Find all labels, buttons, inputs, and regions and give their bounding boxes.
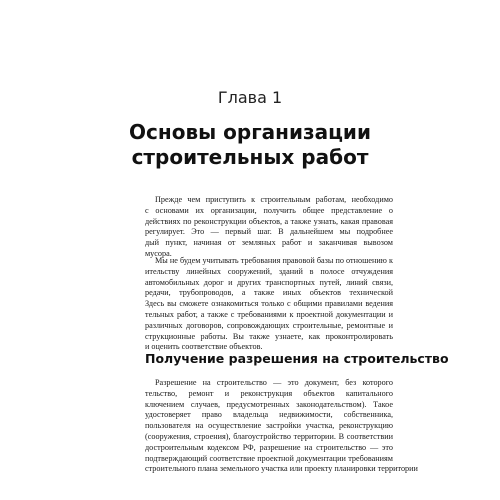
text-line: Разрешение на строительство — это документ, без которого <box>155 378 393 387</box>
text-line: удостоверяет право владельца недвижимости, собственника, <box>145 410 393 420</box>
text-line: (сооружения, строения), благоустройство территории. В соответствии <box>145 431 393 441</box>
text-line: Здесь вы сможете ознакомиться только с общими правилами ведения <box>145 299 393 309</box>
text-line: подтверждающий соответствие проектной документации требованиям <box>145 453 393 463</box>
section-heading: Получение разрешения на строительство <box>145 351 449 366</box>
text-line: тельство, ремонт и реконструкция объектов капитального <box>145 388 393 398</box>
text-line: мусора. <box>145 248 172 258</box>
scope-paragraph <box>145 256 393 353</box>
chapter-label: Глава 1 <box>217 88 283 107</box>
chapter-title-line: Основы организации <box>129 120 371 144</box>
intro-paragraph <box>145 195 393 260</box>
text-line: достроительным кодексом РФ, разрешение на строительство — это <box>145 442 393 452</box>
chapter-title <box>0 120 500 170</box>
text-line: регулирует. Это — первый шаг. В дальнейшем мы подробнее <box>145 227 393 237</box>
text-line: ительству линейных сооружений, зданий в полосе отчуждения <box>145 266 393 276</box>
text-line: струкционные работы. Вы также узнаете, как проконтролировать <box>145 331 393 341</box>
text-line: ключением случаев, предусмотренных законодательством). Такое <box>145 399 393 409</box>
text-line: различных договоров, сопровождающих строительные, ремонтные и <box>145 320 393 330</box>
text-line: Мы не будем учитывать требования правовой базы по отношению к <box>155 256 393 265</box>
text-line: дый пункт, начиная от земляных работ и заканчивая вывозом <box>145 238 393 248</box>
text-line: пользователя на осуществление застройки участка, реконструкцию <box>145 421 393 431</box>
text-line: редачи, трубопроводов, а также иных объектов технической <box>145 288 393 298</box>
text-line: автомобильных дорог и других транспортных путей, линий связи, <box>145 277 393 287</box>
text-line: и оценить соответствие объектов. <box>145 342 263 352</box>
text-line: действиях по реконструкции объектов, а также узнать, какая правовая <box>145 216 393 226</box>
text-line: строительного плана земельного участка или проекту планировки территории <box>145 464 418 474</box>
text-line: Прежде чем приступить к строительным работам, необходимо <box>155 195 393 204</box>
permit-paragraph <box>145 378 418 475</box>
chapter-title-line: строительных работ <box>131 145 369 169</box>
text-line: с основами их организации, получить общее представление о <box>145 205 393 215</box>
text-line: тельных работ, а также с требованиями к проектной документации и <box>145 309 393 319</box>
